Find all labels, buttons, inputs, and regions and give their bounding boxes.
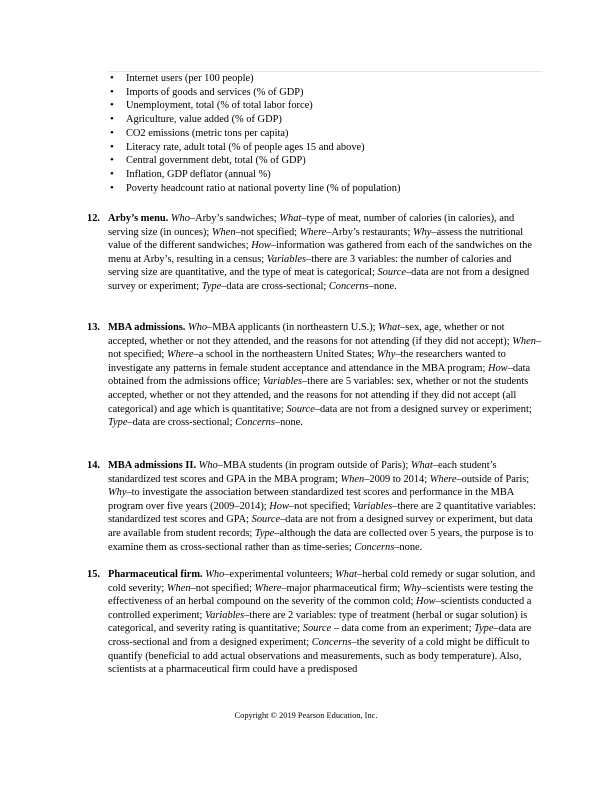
- field-text: –type of meat, number of calories (in calories), and serving size (in ounces);: [108, 213, 515, 238]
- field-label: How: [487, 362, 508, 374]
- field-label: How: [415, 596, 436, 608]
- exercise-title: MBA admissions.: [108, 322, 186, 333]
- exercise-body: [108, 212, 542, 294]
- field-text: –there are 5 variables: sex, whether or not the students accepted, whether or not they attended, and the reasons for not attending if they did not accept (all categorical) and age which is quantitative;: [108, 376, 529, 415]
- exercise-number: 14.: [87, 460, 100, 471]
- list-item: • Poverty headcount ratio at national poverty line (% of population): [108, 182, 528, 196]
- field-label: When: [166, 582, 191, 594]
- field-label: Concerns: [235, 417, 275, 429]
- field-text: –not specified;: [288, 500, 353, 512]
- field-text: –data are not from a designed survey or experiment;: [314, 403, 532, 415]
- field-text: –assess the nutritional value of the different sandwiches;: [108, 226, 524, 252]
- field-text: –there are 2 variables: type of treatment (herbal or sugar solution) is categorical, and severity rating is quantitative;: [108, 609, 528, 635]
- list-item: • Agriculture, value added (% of GDP): [108, 113, 528, 127]
- field-text: –information was gathered from each of the sandwiches on the menu at Arby’s, resulting in a census;: [108, 240, 532, 265]
- exercise-13: [87, 321, 542, 430]
- exercise-15: [87, 568, 542, 677]
- field-text: –scientists conducted a controlled experiment;: [108, 596, 532, 621]
- exercise-12: [87, 212, 542, 294]
- field-text: –major pharmaceutical firm;: [281, 582, 403, 594]
- field-label: Where: [429, 473, 457, 485]
- field-label: Concerns: [311, 636, 352, 648]
- field-label: Why: [412, 226, 432, 238]
- field-text: –sex, age, whether or not accepted, whether or not they attended, and the reasons for not attending (if they did not accept);: [108, 322, 513, 347]
- field-label: Where: [166, 349, 194, 361]
- field-label: Why: [376, 349, 396, 361]
- field-text: –to investigate the association between standardized test scores and performance in the MBA program over five years (2009–2014);: [108, 487, 514, 512]
- list-item: • Unemployment, total (% of total labor force): [108, 99, 528, 113]
- field-label: Concerns: [354, 541, 395, 553]
- field-label: Why: [108, 487, 127, 499]
- exercise-number: 15.: [87, 569, 100, 580]
- field-label: Source: [251, 514, 281, 526]
- field-label: When: [211, 226, 236, 238]
- field-label: Type: [474, 623, 494, 635]
- exercise-title: Pharmaceutical firm.: [108, 569, 203, 580]
- field-label: Where: [254, 582, 282, 594]
- field-label: When: [340, 473, 365, 485]
- field-label: Variables: [266, 253, 306, 265]
- field-label: Who: [205, 569, 225, 580]
- field-text: –Arby’s sandwiches;: [189, 213, 280, 224]
- field-label: Variables: [353, 500, 393, 512]
- field-text: –data are cross-sectional;: [127, 417, 236, 429]
- field-text: –the severity of a cold might be difficult to quantify (beneficial to add actual observations and measurements, such as body temperature). Also, scientists at a pharmaceutical firm could have a predisposed: [108, 636, 530, 676]
- exercise-title: MBA admissions II.: [108, 460, 197, 471]
- exercise-14: [87, 459, 542, 554]
- field-label: Type: [254, 527, 275, 539]
- field-text: –a school in the northeastern United States;: [193, 349, 377, 361]
- field-text: –data are cross-sectional;: [221, 280, 329, 292]
- field-label: Variables: [262, 376, 303, 388]
- field-text: –data obtained from the admissions office;: [108, 362, 531, 388]
- exercise-body: [108, 459, 542, 554]
- field-text: –there are 2 quantitative variables: standardized test scores and GPA;: [108, 500, 536, 526]
- list-item: • Inflation, GDP deflator (annual %): [108, 168, 528, 182]
- exercise-title: Arby’s menu.: [108, 213, 169, 224]
- field-label: When: [512, 335, 536, 347]
- field-text: –none.: [368, 280, 397, 292]
- list-item: • Literacy rate, adult total (% of people ages 15 and above): [108, 141, 528, 155]
- field-label: Source: [286, 403, 315, 415]
- field-text: –the researchers wanted to investigate any patterns in female student acceptance and attendance in the MBA program;: [108, 349, 506, 374]
- field-label: Who: [198, 460, 218, 471]
- field-text: –MBA applicants (in northeastern U.S.);: [207, 322, 379, 333]
- field-text: –outside of Paris;: [456, 473, 530, 485]
- exercise-body: [108, 321, 542, 430]
- field-label: Source: [302, 623, 332, 635]
- field-text: –each student’s standardized test scores and GPA in the MBA program;: [108, 460, 497, 485]
- field-label: How: [251, 240, 271, 252]
- field-text: –2009 to 2014;: [364, 473, 430, 485]
- field-label: Why: [402, 582, 422, 594]
- field-label: What: [410, 460, 433, 471]
- field-text: –none.: [394, 541, 423, 553]
- field-label: Who: [170, 213, 190, 224]
- copyright-footer: Copyright © 2019 Pearson Education, Inc.: [234, 711, 378, 720]
- field-text: –not specified;: [235, 226, 300, 238]
- field-text: –herbal cold remedy or sugar solution, and cold severity;: [108, 569, 536, 594]
- field-text: –there are 3 variables: the number of calories and serving size are quantitative, and the type of meat is categorical;: [108, 253, 512, 279]
- field-label: Concerns: [328, 280, 369, 292]
- list-item: • Imports of goods and services (% of GDP): [108, 86, 528, 100]
- exercise-number: 12.: [87, 213, 100, 224]
- list-item: • Central government debt, total (% of GDP): [108, 154, 528, 168]
- field-text: –none.: [274, 417, 303, 429]
- field-label: Who: [187, 322, 208, 333]
- list-item: • CO2 emissions (metric tons per capita): [108, 127, 528, 141]
- field-label: Type: [201, 280, 222, 292]
- field-text: – data come from an experiment;: [331, 623, 475, 635]
- exercise-body: [108, 568, 542, 677]
- field-text: –although the data are collected over 5 years, the purpose is to examine them as cross-sectional rather than as time-series;: [108, 527, 534, 553]
- field-label: What: [378, 322, 401, 333]
- exercise-number: 13.: [87, 322, 100, 333]
- field-label: Variables: [204, 609, 245, 621]
- field-text: –not specified;: [190, 582, 255, 594]
- field-label: What: [335, 569, 358, 580]
- field-label: Type: [108, 417, 128, 429]
- field-text: –scientists were testing the effectiveness of an herbal compound on the severity of the common cold;: [108, 582, 533, 608]
- field-label: How: [269, 500, 289, 512]
- field-text: –MBA students (in program outside of Paris);: [217, 460, 411, 471]
- field-text: –data are not from a designed survey or experiment;: [108, 267, 530, 292]
- field-label: What: [279, 213, 302, 224]
- field-text: –not specified;: [108, 335, 542, 361]
- field-text: –Arby’s restaurants;: [326, 226, 413, 238]
- field-text: –data are cross-sectional and from a designed experiment;: [108, 623, 532, 648]
- indicator-bullet-list: [108, 72, 528, 195]
- field-text: –experimental volunteers;: [224, 569, 336, 580]
- list-item: • Internet users (per 100 people): [108, 72, 528, 86]
- field-label: Where: [299, 226, 327, 238]
- field-text: –data are not from a designed survey or experiment, but data are available from student records;: [108, 514, 533, 539]
- field-label: Source: [377, 267, 406, 279]
